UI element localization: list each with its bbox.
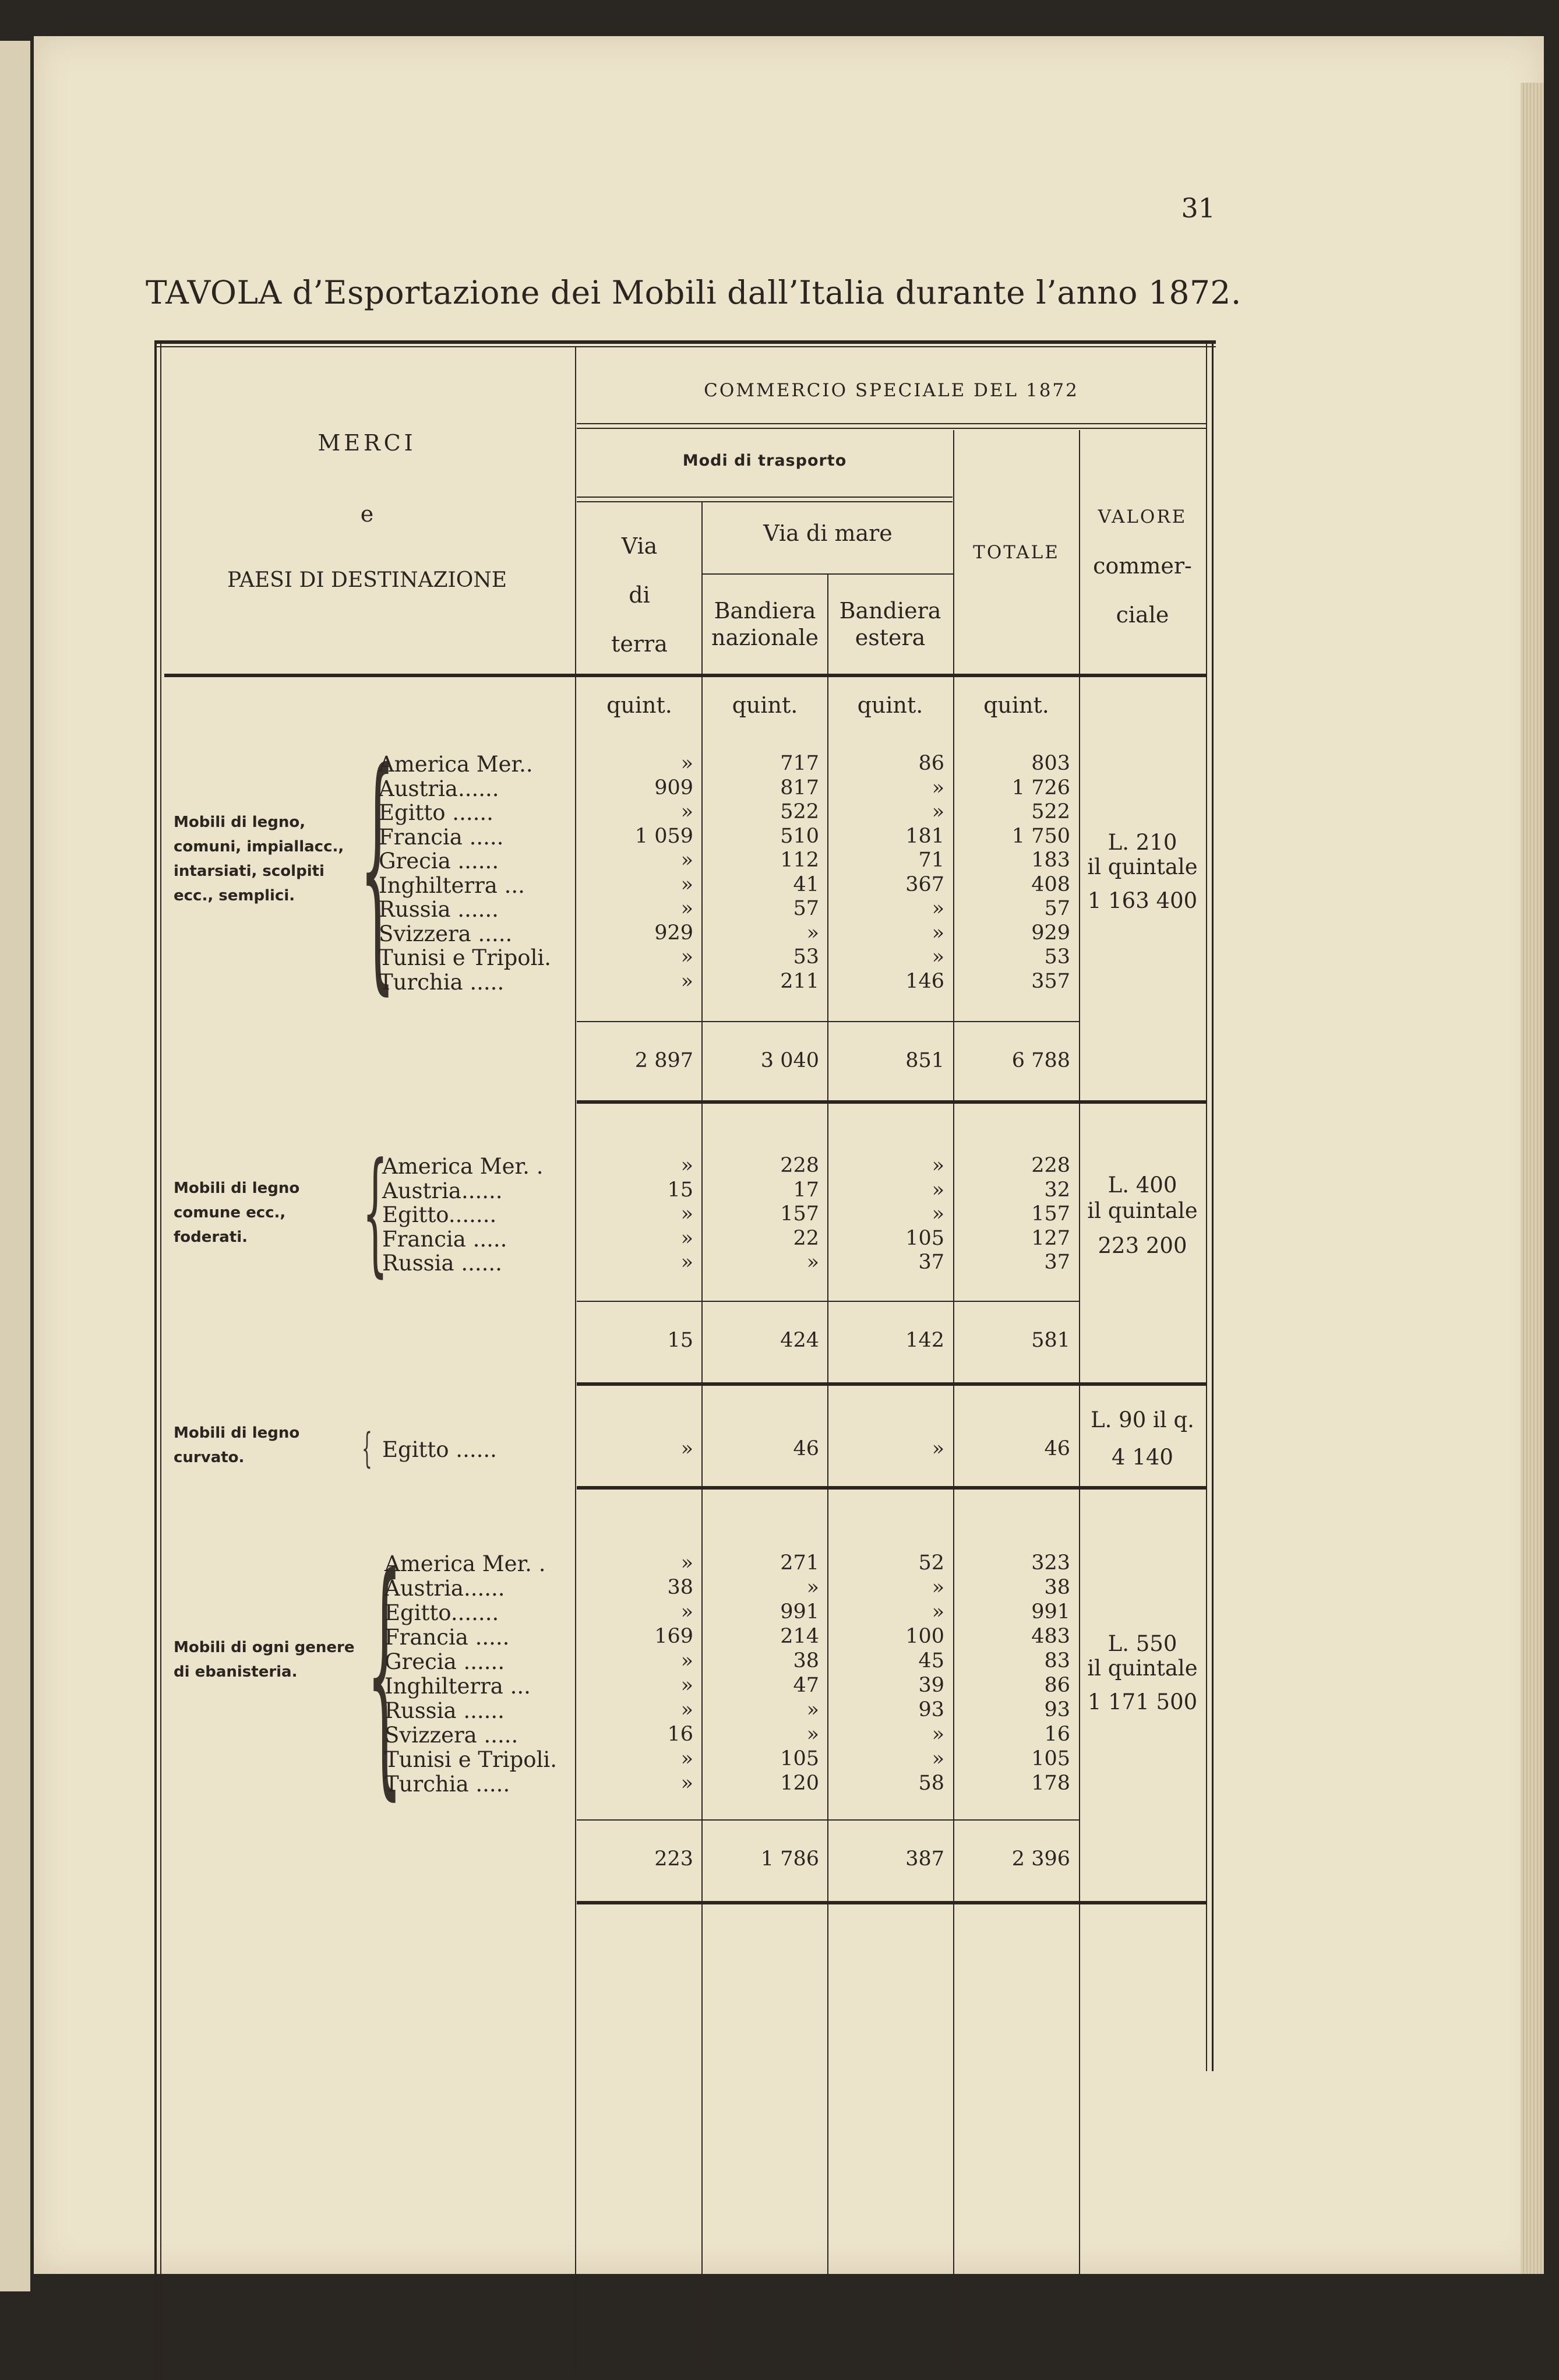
total-est: 851 xyxy=(905,1049,944,1072)
country-name: Russia ...... xyxy=(379,897,499,922)
rule-g1-subtotal xyxy=(577,1021,1079,1022)
cell-terra: » xyxy=(680,1226,693,1250)
rule-g1-end xyxy=(577,1100,1206,1104)
cell-tot: 178 xyxy=(1031,1772,1070,1795)
value-4-price: L. 550 xyxy=(1107,1631,1177,1656)
table-left-border-inner xyxy=(160,340,161,2380)
cell-terra: » xyxy=(680,1154,693,1177)
cell-est: 181 xyxy=(905,824,944,848)
header-via-mare: Via di mare xyxy=(763,520,893,546)
rule-g2-end xyxy=(577,1382,1206,1386)
total-tot: 2 396 xyxy=(1011,1847,1070,1871)
cell-est: » xyxy=(932,1576,944,1599)
cell-tot: 93 xyxy=(1044,1698,1070,1721)
unit-terra: quint. xyxy=(606,692,672,718)
value-2 xyxy=(1080,1173,1205,1259)
brace-icon: { xyxy=(366,1523,403,1822)
cell-tot: 323 xyxy=(1031,1551,1070,1575)
country-name: America Mer. . xyxy=(385,1551,546,1576)
cell-naz: 214 xyxy=(780,1625,819,1648)
value-3-total: 4 140 xyxy=(1112,1445,1173,1470)
country-name: Turchia ..... xyxy=(379,969,505,995)
total-terra: 223 xyxy=(654,1847,693,1871)
country-name: Turchia ..... xyxy=(385,1772,510,1797)
cell-tot: 46 xyxy=(1044,1437,1070,1460)
cell-terra: 1 059 xyxy=(634,824,693,848)
country-name: Francia ..... xyxy=(385,1625,510,1650)
cell-terra: 15 xyxy=(667,1178,693,1202)
cell-est: 52 xyxy=(918,1551,944,1575)
cell-terra: » xyxy=(680,1202,693,1226)
cell-est: » xyxy=(932,1154,944,1177)
cell-terra: » xyxy=(680,1698,693,1721)
cell-tot: 991 xyxy=(1031,1600,1070,1624)
header-via-terra-1: Via xyxy=(621,533,658,559)
cell-est: » xyxy=(932,1600,944,1624)
header-via-terra-3: terra xyxy=(611,631,668,657)
table-right-border-inner xyxy=(1206,340,1207,2071)
country-name: Svizzera ..... xyxy=(379,921,513,946)
header-valore xyxy=(1080,492,1205,639)
cell-tot: 357 xyxy=(1031,969,1070,993)
cell-tot: 803 xyxy=(1031,752,1070,775)
value-4-unit: il quintale xyxy=(1087,1656,1198,1681)
cell-terra: » xyxy=(680,872,693,896)
total-terra: 2 897 xyxy=(634,1049,693,1072)
cell-est: 100 xyxy=(905,1625,944,1648)
country-name: Austria...... xyxy=(385,1576,505,1601)
value-2-total: 223 200 xyxy=(1098,1233,1187,1258)
cell-tot: 929 xyxy=(1031,921,1070,945)
unit-estera: quint. xyxy=(857,692,923,718)
cell-est: 45 xyxy=(918,1649,944,1673)
country-name: Inghilterra ... xyxy=(385,1674,531,1699)
cell-tot: 86 xyxy=(1044,1674,1070,1697)
cell-terra: » xyxy=(680,1600,693,1624)
cell-est: » xyxy=(932,1747,944,1770)
cell-terra: » xyxy=(680,945,693,969)
cell-est: 39 xyxy=(918,1674,944,1697)
country-name: Egitto ...... xyxy=(379,800,493,825)
header-modi-trasporto: Modi di trasporto xyxy=(682,452,847,470)
total-est: 142 xyxy=(905,1329,944,1352)
cell-tot: 37 xyxy=(1044,1251,1070,1274)
page-number: 31 xyxy=(1181,192,1215,224)
cell-est: 367 xyxy=(905,872,944,896)
rule-modi xyxy=(577,497,953,498)
rule-commercio-2 xyxy=(577,428,1206,429)
country-name: America Mer. . xyxy=(382,1154,544,1179)
header-e: e xyxy=(360,501,374,527)
header-valore-1: VALORE xyxy=(1098,506,1187,527)
cell-terra: » xyxy=(680,1437,693,1460)
rule-header-bottom xyxy=(164,674,1206,677)
category-4: Mobili di ogni genere di ebanisteria. xyxy=(174,1639,355,1681)
cell-naz: 717 xyxy=(780,752,819,775)
rule-g2-subtotal xyxy=(577,1301,1079,1302)
country-name: Francia ..... xyxy=(379,824,504,850)
header-paesi: PAESI DI DESTINAZIONE xyxy=(227,568,507,592)
col-divider-merci xyxy=(575,347,576,2375)
table-right-border xyxy=(1212,340,1214,2071)
header-bandiera-naz-1: Bandiera xyxy=(714,598,816,624)
cell-tot: 408 xyxy=(1031,872,1070,896)
page-title: TAVOLA d’Esportazione dei Mobili dall’Italia durante l’anno 1872. xyxy=(146,274,1241,311)
cell-tot: 16 xyxy=(1044,1723,1070,1746)
cell-terra: » xyxy=(680,1772,693,1795)
unit-totale: quint. xyxy=(983,692,1049,718)
cell-est: 93 xyxy=(918,1698,944,1721)
cell-terra: 169 xyxy=(654,1625,693,1648)
cell-naz: 817 xyxy=(780,776,819,800)
cell-est: » xyxy=(932,921,944,945)
total-tot: 6 788 xyxy=(1011,1049,1070,1072)
cell-naz: 53 xyxy=(793,945,819,969)
col-divider-terra xyxy=(701,502,703,2375)
country-name: Tunisi e Tripoli. xyxy=(379,945,551,970)
country-name: Tunisi e Tripoli. xyxy=(385,1747,557,1772)
value-3-price: L. 90 il q. xyxy=(1091,1407,1194,1432)
header-valore-2: commer- xyxy=(1093,553,1192,579)
brace-icon: { xyxy=(362,1135,388,1290)
cell-est: 105 xyxy=(905,1226,944,1250)
cell-tot: 483 xyxy=(1031,1625,1070,1648)
cell-terra: » xyxy=(680,800,693,823)
cell-est: » xyxy=(932,945,944,969)
cell-est: 58 xyxy=(918,1772,944,1795)
cell-naz: 211 xyxy=(780,969,819,993)
value-3 xyxy=(1080,1402,1205,1476)
rule-g4-end xyxy=(577,1901,1206,1904)
col-divider-naz xyxy=(827,575,828,2375)
cell-naz: 47 xyxy=(793,1674,819,1697)
cell-naz: 17 xyxy=(793,1178,819,1202)
header-commercio: COMMERCIO SPECIALE DEL 1872 xyxy=(704,380,1079,401)
cell-naz: 22 xyxy=(793,1226,819,1250)
cell-naz: 57 xyxy=(793,897,819,920)
header-bandiera-nazionale xyxy=(703,597,827,651)
rule-modi-2 xyxy=(577,501,953,502)
value-1-price: L. 210 xyxy=(1107,830,1177,855)
cell-est: » xyxy=(932,800,944,823)
cell-terra: » xyxy=(680,1747,693,1770)
value-2-unit: il quintale xyxy=(1087,1198,1198,1223)
cell-terra: 16 xyxy=(667,1723,693,1746)
cell-terra: » xyxy=(680,1649,693,1673)
rule-g3-end xyxy=(577,1486,1206,1490)
header-bandiera-estera xyxy=(828,597,953,651)
cell-naz: 522 xyxy=(780,800,819,823)
total-naz: 424 xyxy=(780,1329,819,1352)
country-name: Inghilterra ... xyxy=(379,872,525,898)
header-bandiera-est-1: Bandiera xyxy=(839,598,941,624)
cell-naz: 991 xyxy=(780,1600,819,1624)
cell-terra: » xyxy=(680,1251,693,1274)
cell-naz: 46 xyxy=(793,1437,819,1460)
country-name: Grecia ...... xyxy=(379,849,499,874)
country-name: Egitto ...... xyxy=(382,1437,497,1462)
category-1: Mobili di legno, comuni, impiallacc., intarsiati, scolpiti ecc., semplici. xyxy=(174,814,344,904)
table-top-rule xyxy=(154,340,1216,344)
country-name: Egitto....... xyxy=(385,1600,499,1625)
cell-naz: 228 xyxy=(780,1154,819,1177)
cell-est: » xyxy=(932,897,944,920)
cell-terra: 929 xyxy=(654,921,693,945)
cell-naz: 271 xyxy=(780,1551,819,1575)
country-name: Russia ...... xyxy=(382,1251,502,1276)
cell-tot: 57 xyxy=(1044,897,1070,920)
country-name: Svizzera ..... xyxy=(385,1723,519,1748)
cell-naz: 112 xyxy=(780,849,819,872)
cell-tot: 522 xyxy=(1031,800,1070,823)
cell-est: » xyxy=(932,1723,944,1746)
country-name: Egitto....... xyxy=(382,1202,497,1227)
category-2: Mobili di legno comune ecc., foderati. xyxy=(174,1180,300,1246)
cell-naz: 105 xyxy=(780,1747,819,1770)
cell-naz: 510 xyxy=(780,824,819,848)
total-est: 387 xyxy=(905,1847,944,1871)
cell-naz: » xyxy=(806,1698,819,1721)
cell-naz: » xyxy=(806,1723,819,1746)
cell-tot: 183 xyxy=(1031,849,1070,872)
cell-naz: 38 xyxy=(793,1649,819,1673)
category-3: Mobili di legno curvato. xyxy=(174,1424,300,1466)
cell-terra: » xyxy=(680,897,693,920)
cell-naz: 120 xyxy=(780,1772,819,1795)
cell-tot: 1 726 xyxy=(1011,776,1070,800)
rule-g4-subtotal xyxy=(577,1819,1079,1821)
header-merci: MERCI xyxy=(318,430,417,456)
value-2-price: L. 400 xyxy=(1107,1173,1177,1198)
cell-naz: » xyxy=(806,1251,819,1274)
value-1-total: 1 163 400 xyxy=(1087,888,1198,913)
cell-tot: 53 xyxy=(1044,945,1070,969)
brace-icon: { xyxy=(359,718,396,1016)
cell-est: » xyxy=(932,1202,944,1226)
cell-terra: » xyxy=(680,1551,693,1575)
value-4-total: 1 171 500 xyxy=(1087,1689,1198,1714)
cell-terra: » xyxy=(680,1674,693,1697)
cell-terra: 38 xyxy=(667,1576,693,1599)
header-bandiera-naz-2: nazionale xyxy=(711,625,819,650)
country-name: Russia ...... xyxy=(385,1698,505,1723)
country-name: Francia ..... xyxy=(382,1226,507,1252)
cell-est: 37 xyxy=(918,1251,944,1274)
cell-tot: 1 750 xyxy=(1011,824,1070,848)
value-1 xyxy=(1080,830,1205,913)
brace-icon: { xyxy=(362,1424,372,1472)
cell-est: » xyxy=(932,776,944,800)
cell-naz: 41 xyxy=(793,872,819,896)
country-name: Austria...... xyxy=(382,1178,503,1203)
cell-terra: 909 xyxy=(654,776,693,800)
cell-tot: 127 xyxy=(1031,1226,1070,1250)
cell-tot: 157 xyxy=(1031,1202,1070,1226)
col-divider-tot xyxy=(1079,430,1080,2375)
cell-est: 146 xyxy=(905,969,944,993)
cell-tot: 105 xyxy=(1031,1747,1070,1770)
cell-naz: 157 xyxy=(780,1202,819,1226)
cell-naz: » xyxy=(806,921,819,945)
cell-naz: » xyxy=(806,1576,819,1599)
country-name: America Mer.. xyxy=(379,752,533,777)
table-left-border xyxy=(154,340,157,2380)
country-name: Grecia ...... xyxy=(385,1649,505,1674)
total-naz: 1 786 xyxy=(760,1847,819,1871)
header-valore-3: ciale xyxy=(1116,602,1169,628)
cell-terra: » xyxy=(680,849,693,872)
value-4 xyxy=(1080,1632,1205,1714)
cell-est: 71 xyxy=(918,849,944,872)
total-terra: 15 xyxy=(667,1329,693,1352)
header-via-terra-2: di xyxy=(629,582,650,608)
cell-est: 86 xyxy=(918,752,944,775)
unit-nazionale: quint. xyxy=(732,692,798,718)
country-name: Austria...... xyxy=(379,776,499,801)
header-bandiera-est-2: estera xyxy=(855,625,926,650)
rule-commercio xyxy=(577,423,1206,424)
header-via-terra xyxy=(577,522,702,668)
value-1-unit: il quintale xyxy=(1087,854,1198,879)
header-totale: TOTALE xyxy=(973,542,1060,563)
col-divider-est xyxy=(953,430,954,2375)
total-tot: 581 xyxy=(1031,1329,1070,1352)
total-naz: 3 040 xyxy=(760,1049,819,1072)
cell-tot: 228 xyxy=(1031,1154,1070,1177)
cell-tot: 38 xyxy=(1044,1576,1070,1599)
cell-est: » xyxy=(932,1178,944,1202)
cell-est: » xyxy=(932,1437,944,1460)
cell-tot: 32 xyxy=(1044,1178,1070,1202)
cell-tot: 83 xyxy=(1044,1649,1070,1673)
cell-terra: » xyxy=(680,752,693,775)
table-top-rule-thin xyxy=(154,346,1216,347)
cell-terra: » xyxy=(680,969,693,993)
